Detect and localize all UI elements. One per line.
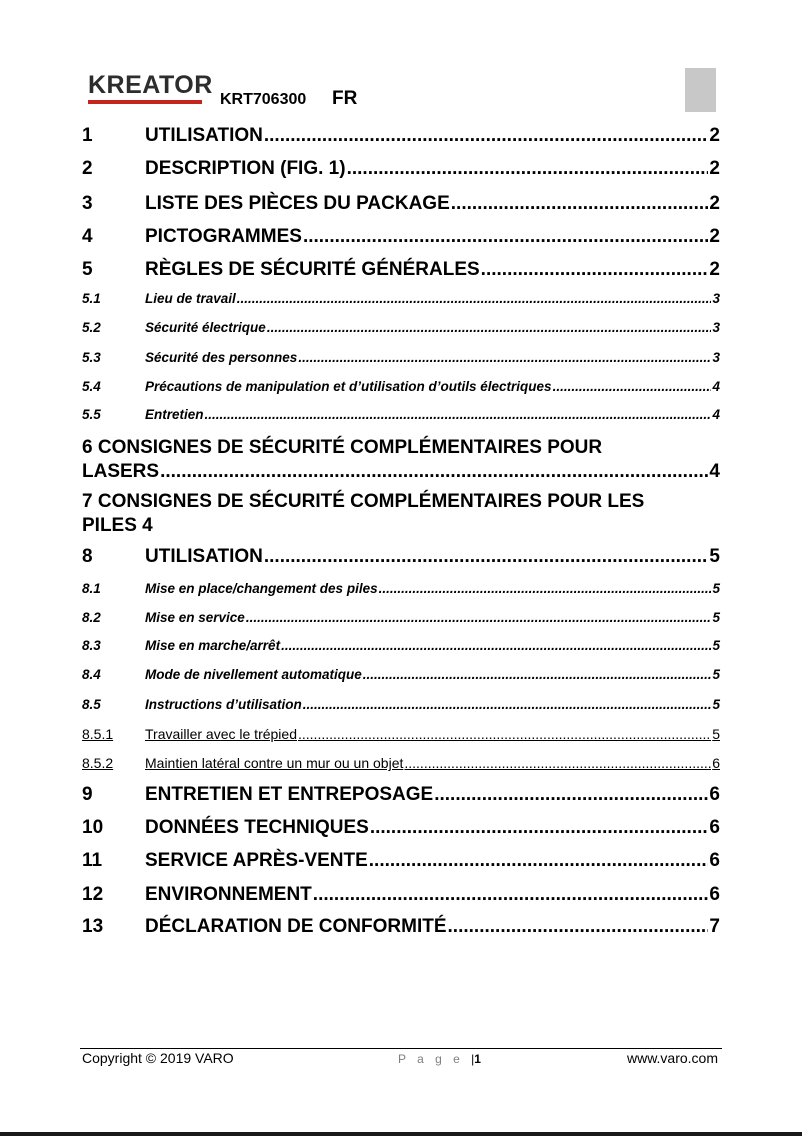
toc-entry-wrapped[interactable]	[82, 490, 720, 538]
toc-leader	[160, 460, 708, 484]
toc-entry[interactable]	[82, 817, 720, 839]
page-bottom-edge	[0, 1132, 802, 1136]
toc-leader	[370, 817, 709, 839]
toc-leader	[267, 320, 712, 335]
toc-title: DONNÉES TECHNIQUES	[145, 817, 369, 838]
toc-number: 12	[82, 884, 104, 905]
toc-leader	[434, 784, 708, 806]
toc-leader	[303, 697, 712, 712]
toc-title: DÉCLARATION DE CONFORMITÉ	[145, 916, 447, 937]
toc-page: 5	[709, 546, 720, 567]
toc-page: 5	[712, 638, 720, 653]
footer-page-number: 1	[474, 1052, 481, 1066]
toc-entry-wrapped[interactable]	[82, 436, 720, 484]
toc-title-line2-row	[82, 460, 720, 484]
toc-subentry[interactable]	[82, 610, 720, 625]
toc-page: 6	[709, 817, 720, 838]
page-tab-marker	[685, 68, 716, 112]
toc-leader	[553, 379, 712, 394]
toc-title: RÈGLES DE SÉCURITÉ GÉNÉRALES	[145, 259, 480, 280]
toc-number: 8	[82, 546, 93, 567]
toc-subsubentry[interactable]	[82, 755, 720, 771]
toc-leader	[347, 158, 709, 180]
toc-title-line2: PILES 4	[82, 515, 153, 536]
toc-number: 8.1	[82, 581, 101, 596]
toc-leader	[281, 638, 711, 653]
toc-page: 2	[709, 226, 720, 247]
toc-title: Travailler avec le trépied	[145, 726, 297, 742]
toc-title: Mise en marche/arrêt	[145, 638, 281, 653]
toc-subentry[interactable]	[82, 350, 720, 365]
toc-number: 5.1	[82, 291, 101, 306]
toc-page: 6	[709, 850, 720, 871]
toc-subentry[interactable]	[82, 379, 720, 394]
toc-title: Mise en place/changement des piles	[145, 581, 378, 596]
toc-number: 10	[82, 817, 104, 838]
toc-leader	[448, 916, 709, 938]
toc-title-line1: 7 CONSIGNES DE SÉCURITÉ COMPLÉMENTAIRES POUR LES	[82, 491, 645, 512]
toc-title: LISTE DES PIÈCES DU PACKAGE	[145, 193, 450, 214]
toc-entry[interactable]	[82, 784, 720, 806]
toc-title: Précautions de manipulation et d’utilisation d’outils électriques	[145, 379, 552, 394]
toc-page: 4	[712, 407, 720, 422]
toc-leader	[363, 667, 712, 682]
toc-number: 8.3	[82, 638, 101, 653]
toc-leader	[369, 850, 709, 872]
toc-subentry[interactable]	[82, 581, 720, 596]
kreator-logo	[88, 71, 213, 105]
toc-leader	[264, 546, 709, 568]
toc-leader	[303, 226, 708, 248]
toc-entry[interactable]	[82, 884, 720, 906]
toc-entry[interactable]	[82, 125, 720, 147]
toc-leader	[246, 610, 712, 625]
toc-leader	[404, 755, 711, 771]
footer-page-separator: |	[471, 1052, 475, 1066]
toc-page: 5	[712, 697, 720, 712]
toc-page: 2	[709, 125, 720, 146]
logo-red-bar	[88, 100, 202, 104]
language-code: FR	[332, 88, 358, 109]
toc-leader	[379, 581, 712, 596]
toc-page: 3	[712, 350, 720, 365]
toc-page: 5	[712, 581, 720, 596]
toc-title: ENTRETIEN ET ENTREPOSAGE	[145, 784, 434, 805]
toc-title: UTILISATION	[145, 546, 263, 567]
toc-subentry[interactable]	[82, 291, 720, 306]
toc-entry[interactable]	[82, 158, 720, 180]
toc-title: SERVICE APRÈS-VENTE	[145, 850, 368, 871]
toc-page: 4	[712, 379, 720, 394]
toc-number: 8.5.2	[82, 755, 114, 771]
toc-page: 6	[712, 755, 720, 771]
toc-number: 8.5	[82, 697, 101, 712]
toc-number: 5.5	[82, 407, 101, 422]
toc-page: 4	[709, 461, 720, 482]
toc-title: Lieu de travail	[145, 291, 236, 306]
toc-page: 2	[709, 193, 720, 214]
toc-number: 8.4	[82, 667, 101, 682]
toc-title: DESCRIPTION (FIG. 1)	[145, 158, 346, 179]
toc-page: 5	[712, 610, 720, 625]
toc-entry[interactable]	[82, 850, 720, 872]
toc-title-line1: 6 CONSIGNES DE SÉCURITÉ COMPLÉMENTAIRES POUR	[82, 437, 603, 458]
toc-page: 6	[709, 884, 720, 905]
toc-number: 5.4	[82, 379, 101, 394]
toc-number: 3	[82, 193, 93, 214]
toc-leader	[298, 726, 711, 742]
toc-leader	[298, 350, 711, 365]
toc-number: 8.2	[82, 610, 101, 625]
toc-number: 5	[82, 259, 93, 280]
footer-copyright: Copyright © 2019 VARO	[82, 1050, 234, 1066]
toc-title: Sécurité électrique	[145, 320, 266, 335]
footer-page-label: P a g e	[398, 1052, 464, 1066]
toc-title: PICTOGRAMMES	[145, 226, 302, 247]
toc-title: Instructions d’utilisation	[145, 697, 302, 712]
model-number: KRT706300	[220, 91, 307, 108]
toc-subentry[interactable]	[82, 407, 720, 422]
toc-page: 3	[712, 320, 720, 335]
toc-entry[interactable]	[82, 259, 720, 281]
toc-subentry[interactable]	[82, 697, 720, 712]
toc-leader	[237, 291, 712, 306]
toc-number: 13	[82, 916, 104, 937]
toc-title-line2: LASERS	[82, 461, 160, 482]
toc-title: Mise en service	[145, 610, 245, 625]
toc-number: 5.2	[82, 320, 101, 335]
toc-number: 9	[82, 784, 93, 805]
toc-page: 7	[709, 916, 720, 937]
toc-subentry[interactable]	[82, 638, 720, 653]
toc-title: ENVIRONNEMENT	[145, 884, 312, 905]
toc-leader	[313, 884, 709, 906]
logo-wordmark: KREATOR	[88, 71, 213, 99]
toc-title: Mode de nivellement automatique	[145, 667, 362, 682]
footer-page-indicator	[398, 1052, 481, 1066]
toc-page: 5	[712, 726, 720, 742]
toc-leader	[264, 125, 709, 147]
toc-subentry[interactable]	[82, 320, 720, 335]
toc-page: 2	[709, 158, 720, 179]
toc-subsubentry[interactable]	[82, 726, 720, 742]
toc-number: 1	[82, 125, 93, 146]
toc-entry[interactable]	[82, 193, 720, 215]
toc-page: 5	[712, 667, 720, 682]
toc-number: 4	[82, 226, 93, 247]
toc-title: Entretien	[145, 407, 204, 422]
toc-title: Sécurité des personnes	[145, 350, 298, 365]
toc-number: 5.3	[82, 350, 101, 365]
toc-number: 2	[82, 158, 93, 179]
toc-title: Maintien latéral contre un mur ou un objet	[145, 755, 404, 771]
footer-divider	[80, 1048, 722, 1049]
toc-page: 3	[712, 291, 720, 306]
toc-leader	[451, 193, 709, 215]
toc-number: 8.5.1	[82, 726, 114, 742]
toc-leader	[481, 259, 709, 281]
toc-subentry[interactable]	[82, 667, 720, 682]
toc-entry[interactable]	[82, 916, 720, 938]
toc-leader	[205, 407, 712, 422]
toc-page: 2	[709, 259, 720, 280]
toc-number: 11	[82, 850, 103, 871]
toc-entry[interactable]	[82, 226, 720, 248]
toc-title: UTILISATION	[145, 125, 263, 146]
toc-entry[interactable]	[82, 546, 720, 568]
toc-page: 6	[709, 784, 720, 805]
footer-website: www.varo.com	[626, 1050, 718, 1066]
